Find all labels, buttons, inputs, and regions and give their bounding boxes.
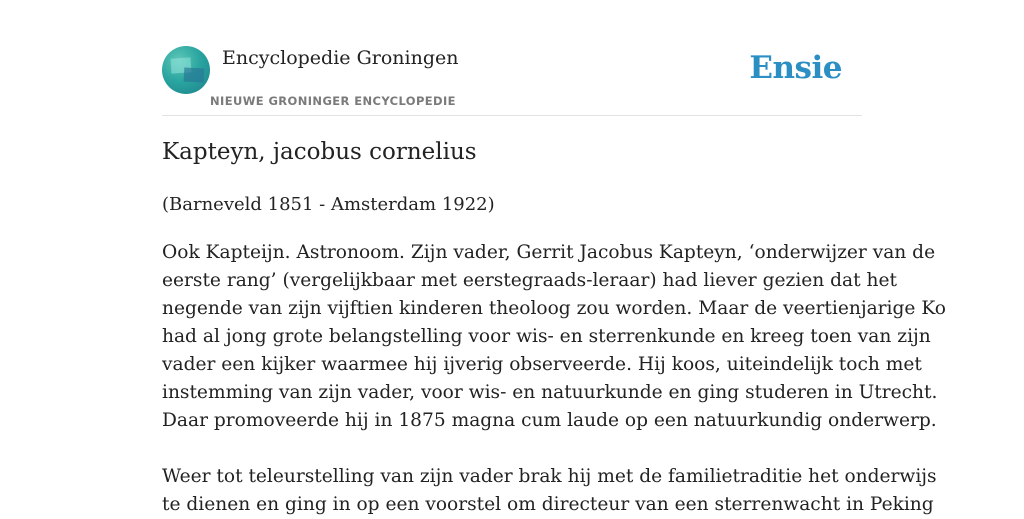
article-text-line: Weer tot teleurstelling van zijn vader brak hij met de familietraditie het onderwijs xyxy=(162,466,937,487)
article-text-line: te dienen en ging in op een voorstel om directeur van een sterrenwacht in Peking xyxy=(162,494,934,515)
article-text-line: vader een kijker waarmee hij ijverig observeerde. Hij koos, uiteindelijk toch met xyxy=(162,354,922,375)
logo-card-shape xyxy=(184,67,205,82)
article-lifespan: (Barneveld 1851 - Amsterdam 1922) xyxy=(162,194,495,215)
site-header xyxy=(162,40,862,116)
site-subtitle: NIEUWE GRONINGER ENCYCLOPEDIE xyxy=(210,94,456,108)
paragraph-gap xyxy=(162,435,882,463)
article-title: Kapteyn, jacobus cornelius xyxy=(162,139,477,165)
article-text-line: had al jong grote belangstelling voor wis- en sterrenkunde en kreeg toen van zijn xyxy=(162,326,931,347)
site-title[interactable]: Encyclopedie Groningen xyxy=(222,47,459,69)
article-text-line: Daar promoveerde hij in 1875 magna cum laude op een natuurkundig onderwerp. xyxy=(162,410,937,431)
article-text-line: negende van zijn vijftien kinderen theoloog zou worden. Maar de veertienjarige Ko xyxy=(162,298,946,319)
article-text-line: eerste rang’ (vergelijkbaar met eerstegraads-leraar) had liever gezien dat het xyxy=(162,270,897,291)
ensie-brand-logo[interactable]: Ensie xyxy=(749,50,842,86)
site-logo-icon[interactable] xyxy=(162,46,210,94)
article-text-line: Ook Kapteijn. Astronoom. Zijn vader, Gerrit Jacobus Kapteyn, ‘onderwijzer van de xyxy=(162,242,936,263)
article-text-line: instemming van zijn vader, voor wis- en natuurkunde en ging studeren in Utrecht. xyxy=(162,382,938,403)
article-body xyxy=(162,239,946,519)
